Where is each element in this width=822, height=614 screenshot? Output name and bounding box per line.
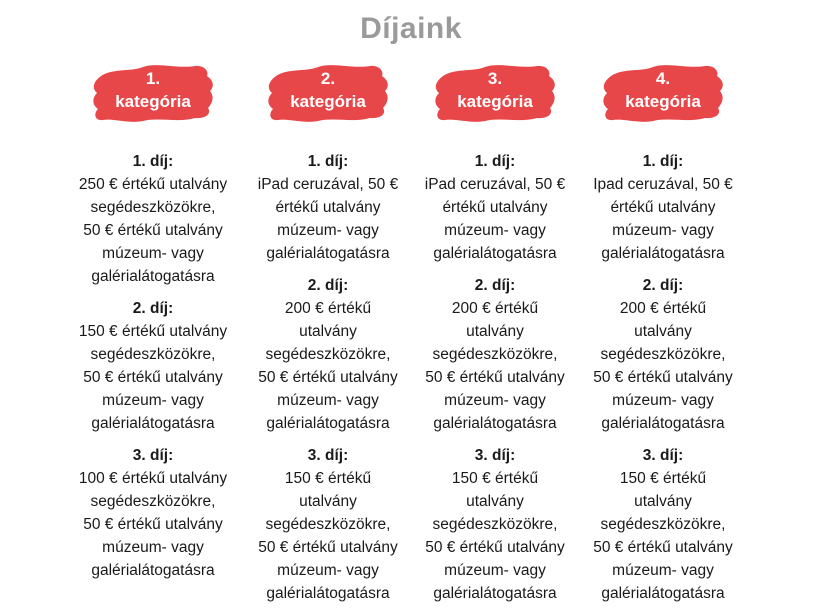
category-column-3 xyxy=(410,62,580,614)
prize-title: 1. díj: xyxy=(132,153,174,170)
prize-description xyxy=(410,467,580,605)
category-label: kategória xyxy=(115,92,191,111)
prize-description xyxy=(578,173,748,265)
prize-line: utalvány xyxy=(634,493,692,510)
prize-line: múzeum- vagy xyxy=(612,562,714,579)
prize-block xyxy=(410,444,580,605)
prize-line: múzeum- vagy xyxy=(444,562,546,579)
prize-line: múzeum- vagy xyxy=(277,392,379,409)
prize-line: 50 € értékű utalvány xyxy=(258,369,398,386)
prize-block xyxy=(243,274,413,435)
category-label: kategória xyxy=(625,92,701,111)
prize-title: 1. díj: xyxy=(307,153,349,170)
prize-line: múzeum- vagy xyxy=(102,539,204,556)
prize-description xyxy=(68,320,238,435)
prize-description xyxy=(578,467,748,605)
category-column-2 xyxy=(243,62,413,614)
category-badge xyxy=(433,62,557,124)
prize-description xyxy=(243,297,413,435)
prize-line: galérialátogatásra xyxy=(433,245,557,262)
prize-line: segédeszközökre, xyxy=(432,516,558,533)
prize-line: 200 € értékű xyxy=(451,300,539,317)
prize-line: galérialátogatásra xyxy=(91,415,215,432)
prize-description xyxy=(243,467,413,605)
prize-line: 50 € értékű utalvány xyxy=(425,539,565,556)
category-number: 3. xyxy=(487,69,503,88)
prize-block xyxy=(578,150,748,265)
category-number: 1. xyxy=(145,69,161,88)
prize-line: 50 € értékű utalvány xyxy=(83,516,223,533)
prize-line: segédeszközökre, xyxy=(265,516,391,533)
prize-line: múzeum- vagy xyxy=(612,392,714,409)
category-badge xyxy=(266,62,390,124)
prize-line: 200 € értékű xyxy=(619,300,707,317)
prize-title: 2. díj: xyxy=(307,277,349,294)
prize-title: 3. díj: xyxy=(642,447,684,464)
prize-line: múzeum- vagy xyxy=(277,222,379,239)
prize-line: galérialátogatásra xyxy=(601,415,725,432)
prize-list xyxy=(410,150,580,605)
prize-list xyxy=(578,150,748,605)
prize-line: iPad ceruzával, 50 € xyxy=(257,176,399,193)
prize-line: iPad ceruzával, 50 € xyxy=(424,176,566,193)
prize-line: galérialátogatásra xyxy=(266,245,390,262)
prize-block xyxy=(243,444,413,605)
prize-description xyxy=(578,297,748,435)
prize-line: 150 € értékű xyxy=(619,470,707,487)
category-column-4 xyxy=(578,62,748,614)
prize-line: értékű utalvány xyxy=(275,199,381,216)
category-column-1 xyxy=(68,62,238,591)
prize-title: 1. díj: xyxy=(642,153,684,170)
prize-line: galérialátogatásra xyxy=(433,415,557,432)
category-number: 4. xyxy=(655,69,671,88)
prize-line: galérialátogatásra xyxy=(266,415,390,432)
category-badge xyxy=(91,62,215,124)
prize-block xyxy=(410,274,580,435)
prize-line: utalvány xyxy=(299,323,357,340)
prize-block xyxy=(410,150,580,265)
prize-line: múzeum- vagy xyxy=(612,222,714,239)
prize-line: segédeszközökre, xyxy=(432,346,558,363)
prize-line: 150 € értékű utalvány xyxy=(78,323,228,340)
prize-line: segédeszközökre, xyxy=(90,493,216,510)
prize-line: 50 € értékű utalvány xyxy=(593,539,733,556)
prize-line: segédeszközökre, xyxy=(90,199,216,216)
prize-line: segédeszközökre, xyxy=(600,346,726,363)
prize-line: 50 € értékű utalvány xyxy=(593,369,733,386)
prize-line: segédeszközökre, xyxy=(90,346,216,363)
prize-title: 3. díj: xyxy=(307,447,349,464)
prize-list xyxy=(243,150,413,605)
category-number: 2. xyxy=(320,69,336,88)
prize-line: 50 € értékű utalvány xyxy=(83,222,223,239)
prize-title: 2. díj: xyxy=(474,277,516,294)
prize-line: segédeszközökre, xyxy=(265,346,391,363)
prize-line: Ipad ceruzával, 50 € xyxy=(593,176,733,193)
prize-line: galérialátogatásra xyxy=(91,562,215,579)
prize-description xyxy=(410,297,580,435)
prize-line: 250 € értékű utalvány xyxy=(78,176,228,193)
category-label: kategória xyxy=(457,92,533,111)
prize-line: múzeum- vagy xyxy=(277,562,379,579)
prize-title: 3. díj: xyxy=(132,447,174,464)
prize-block xyxy=(578,274,748,435)
prize-title: 2. díj: xyxy=(132,300,174,317)
prize-line: galérialátogatásra xyxy=(433,585,557,602)
category-label: kategória xyxy=(290,92,366,111)
prize-line: galérialátogatásra xyxy=(601,245,725,262)
prize-line: múzeum- vagy xyxy=(444,392,546,409)
prize-line: 50 € értékű utalvány xyxy=(425,369,565,386)
prize-line: 150 € értékű xyxy=(284,470,372,487)
prize-line: múzeum- vagy xyxy=(102,392,204,409)
prize-line: múzeum- vagy xyxy=(444,222,546,239)
prize-line: 200 € értékű xyxy=(284,300,372,317)
prize-list xyxy=(68,150,238,582)
prize-line: galérialátogatásra xyxy=(601,585,725,602)
prize-title: 3. díj: xyxy=(474,447,516,464)
prize-line: 150 € értékű xyxy=(451,470,539,487)
prize-line: utalvány xyxy=(634,323,692,340)
prize-line: 100 € értékű utalvány xyxy=(78,470,228,487)
prize-line: 50 € értékű utalvány xyxy=(83,369,223,386)
prize-line: galérialátogatásra xyxy=(266,585,390,602)
prize-line: utalvány xyxy=(466,323,524,340)
prize-description xyxy=(68,173,238,288)
prize-block xyxy=(68,444,238,582)
prize-block xyxy=(68,150,238,288)
prize-line: értékű utalvány xyxy=(442,199,548,216)
prize-line: galérialátogatásra xyxy=(91,268,215,285)
prize-title: 1. díj: xyxy=(474,153,516,170)
prize-block xyxy=(243,150,413,265)
page-title: Díjaink xyxy=(360,12,462,45)
prize-line: utalvány xyxy=(466,493,524,510)
prize-line: múzeum- vagy xyxy=(102,245,204,262)
prize-block xyxy=(68,297,238,435)
prize-description xyxy=(410,173,580,265)
prize-line: utalvány xyxy=(299,493,357,510)
category-badge xyxy=(601,62,725,124)
prize-line: értékű utalvány xyxy=(610,199,716,216)
prize-block xyxy=(578,444,748,605)
prize-line: 50 € értékű utalvány xyxy=(258,539,398,556)
prize-line: segédeszközökre, xyxy=(600,516,726,533)
prize-title: 2. díj: xyxy=(642,277,684,294)
prize-description xyxy=(68,467,238,582)
prize-description xyxy=(243,173,413,265)
